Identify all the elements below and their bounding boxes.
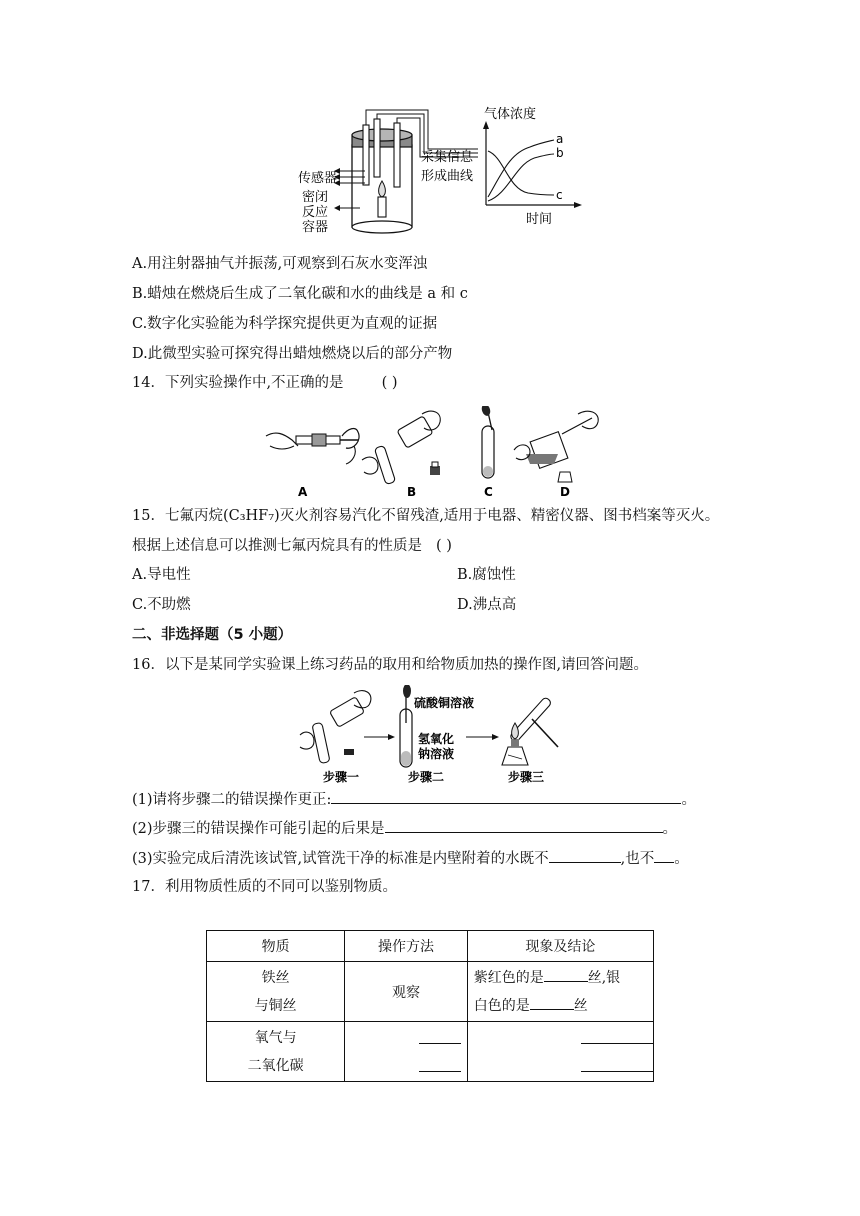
q15-stem-2-text: 根据上述信息可以推测七氟丙烷具有的性质是 <box>132 538 422 554</box>
q16-sub1: (1)请将步骤二的错误操作更正: 。 <box>132 788 696 810</box>
q16-reagent-1: 硫酸铜溶液 <box>414 696 475 710</box>
q16-reagent-2b: 钠溶液 <box>418 747 455 761</box>
q17-header-substance: 物质 <box>207 931 345 962</box>
q13-option-d: D.此微型实验可探究得出蜡烛燃烧以后的部分产物 <box>132 346 453 362</box>
y-axis-label: 气体浓度 <box>484 107 537 122</box>
q14-figure <box>262 406 607 500</box>
curve-c-label: c <box>556 188 563 202</box>
svg-text:A: A <box>298 485 308 499</box>
q17-row1-result: 紫红色的是 丝,银 白色的是 丝 <box>467 962 653 1022</box>
q14-figure-a <box>266 429 359 499</box>
svg-text:D: D <box>560 485 570 499</box>
fig13-diagram <box>290 105 590 235</box>
candle <box>378 197 386 217</box>
q16-figure <box>296 685 586 785</box>
q16-reagent-2a: 氢氧化 <box>418 732 455 746</box>
q17-row1-substance: 铁丝 与铜丝 <box>207 962 345 1022</box>
q17-header-result: 现象及结论 <box>467 931 653 962</box>
q16-step3-label: 步骤三 <box>508 770 545 784</box>
q16-step1 <box>300 691 371 764</box>
q15-option-d: D.沸点高 <box>457 597 517 613</box>
container-label-1: 密闭 <box>302 190 329 205</box>
q16-step2 <box>400 685 474 767</box>
q13-option-a: A.用注射器抽气并振荡,可观察到石灰水变浑浊 <box>132 256 428 272</box>
q16-sub3: (3)实验完成后清洗该试管,试管洗干净的标准是内壁附着的水既不 ,也不 。 <box>132 847 689 869</box>
q17-row2-result-blank-2[interactable] <box>581 1056 653 1072</box>
q16-sub2: (2)步骤三的错误操作可能引起的后果是 。 <box>132 817 677 839</box>
flame-icon <box>379 181 386 197</box>
q16-step2-label: 步骤二 <box>408 770 445 784</box>
collect-label-2: 形成曲线 <box>421 169 474 184</box>
curve-a <box>488 140 554 197</box>
q15-bracket: ( ) <box>436 538 452 554</box>
q13-option-b: B.蜡烛在燃烧后生成了二氧化碳和水的曲线是 a 和 c <box>132 286 468 302</box>
collect-label-1: 采集信息 <box>421 150 474 165</box>
q14-stem-text: 14．下列实验操作中,不正确的是 <box>132 375 344 391</box>
q15-stem-1: 15．七氟丙烷(C₃HF₇)灭火剂容易汽化不留残渣,适用于电器、精密仪器、图书档案等灭火。 <box>132 508 720 524</box>
container-label-3: 容器 <box>302 220 329 235</box>
q17-header-method: 操作方法 <box>345 931 467 962</box>
q16-stem: 16．以下是某同学实验课上练习药品的取用和给物质加热的操作图,请回答问题。 <box>132 657 649 673</box>
q14-figure-d <box>514 411 598 499</box>
svg-text:B: B <box>407 485 417 499</box>
q17-row1-blank-2[interactable] <box>530 994 574 1010</box>
q16-sub2-blank[interactable] <box>385 817 663 833</box>
q16-sub1-blank[interactable] <box>331 788 681 804</box>
q14-stem <box>132 373 398 393</box>
q15-option-c: C.不助燃 <box>132 597 191 613</box>
q16-sub3-blank-2[interactable] <box>654 847 674 863</box>
section2-title: 二、非选择题（5 小题） <box>132 627 293 643</box>
curve-c <box>488 151 554 195</box>
sensor-label: 传感器 <box>298 171 338 186</box>
q14-figure-c <box>480 406 494 499</box>
q17-row1-method: 观察 <box>345 962 467 1022</box>
x-axis-label: 时间 <box>526 212 553 227</box>
q15-option-a: A.导电性 <box>132 567 191 583</box>
q16-sub3-blank-1[interactable] <box>549 847 621 863</box>
svg-text:C: C <box>484 485 493 499</box>
q13-option-c: C.数字化实验能为科学探究提供更为直观的证据 <box>132 316 438 332</box>
q14-figure-b <box>362 411 440 499</box>
q17-row2-substance: 氧气与 二氧化碳 <box>207 1022 345 1082</box>
q16-step3 <box>502 697 558 765</box>
q17-row2-method-blank-1[interactable] <box>419 1028 461 1044</box>
curve-b-label: b <box>556 146 564 160</box>
q15-option-b: B.腐蚀性 <box>457 567 516 583</box>
q17-row2-method-blank-2[interactable] <box>419 1056 461 1072</box>
curve-a-label: a <box>556 132 564 146</box>
container-label-2: 反应 <box>302 205 329 220</box>
q15-stem-2 <box>132 536 452 556</box>
q17-table <box>206 930 654 1082</box>
q17-row1-blank-1[interactable] <box>544 966 588 982</box>
curve-b <box>488 154 554 201</box>
q14-bracket: ( ) <box>381 375 398 391</box>
q17-stem: 17．利用物质性质的不同可以鉴别物质。 <box>132 879 397 895</box>
q16-step1-label: 步骤一 <box>323 770 360 784</box>
q17-row2-result-blank-1[interactable] <box>581 1028 653 1044</box>
q17-row2-method <box>345 1022 467 1082</box>
q17-row2-result <box>467 1022 653 1082</box>
